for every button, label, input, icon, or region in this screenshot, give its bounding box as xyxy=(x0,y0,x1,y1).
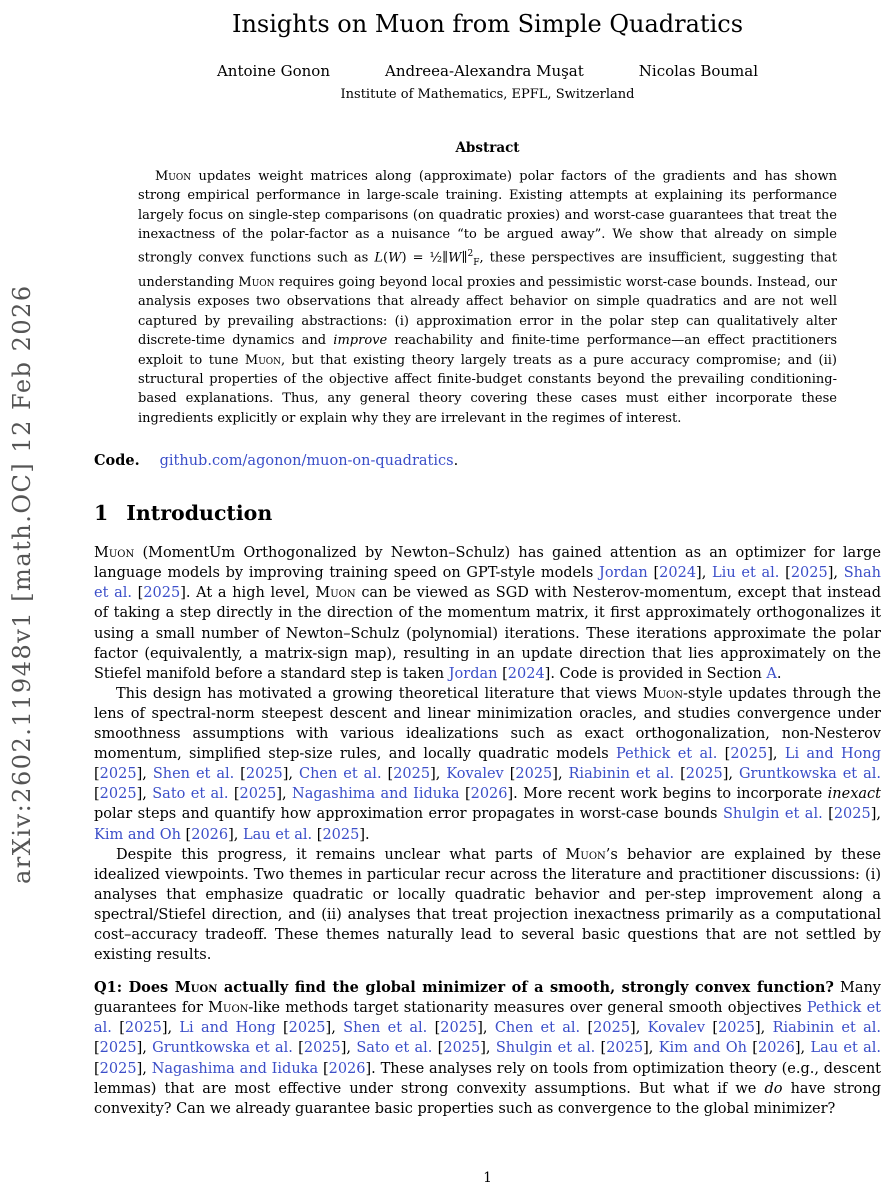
citation-link[interactable]: 2025 xyxy=(288,1020,326,1037)
text-segment: 2 xyxy=(467,248,474,259)
text-segment: [ xyxy=(312,826,323,843)
text-segment: ], xyxy=(477,1020,495,1037)
text-segment: [ xyxy=(228,786,240,803)
citation-link[interactable]: Riabinin et al. xyxy=(772,1020,881,1037)
code-repo-link[interactable]: github.com/agonon/muon-on-quadratics xyxy=(159,453,454,470)
text-segment: [ xyxy=(131,585,144,602)
citation-link[interactable]: 2025 xyxy=(718,1020,755,1037)
citation-link[interactable]: Lau et al. xyxy=(810,1040,881,1057)
text-segment: ], xyxy=(630,1020,648,1037)
text-segment: ], xyxy=(161,1020,180,1037)
citation-link[interactable]: Kim and Oh xyxy=(94,826,181,843)
arxiv-identifier-banner: arXiv:2602.11948v1 [math.OC] 12 Feb 2026 xyxy=(8,284,36,884)
text-segment: ], xyxy=(282,766,299,783)
text-segment: ], xyxy=(340,1040,357,1057)
affiliation: Institute of Mathematics, EPFL, Switzerland xyxy=(340,87,635,102)
text-segment: [ xyxy=(459,786,471,803)
citation-link[interactable]: Chen et al. xyxy=(494,1020,581,1037)
citation-link[interactable]: 2025 xyxy=(239,786,277,803)
abstract-heading: Abstract xyxy=(455,140,520,156)
section-title: Introduction xyxy=(126,501,273,526)
text-segment: Muon xyxy=(642,685,683,702)
text-segment: ]. More recent work begins to incorporate xyxy=(507,786,828,803)
text-segment: Q1: Does xyxy=(94,979,175,997)
text-segment: ], xyxy=(552,766,569,783)
citation-link[interactable]: A xyxy=(766,665,777,682)
text-segment: inexact xyxy=(827,786,881,803)
text-segment: F xyxy=(473,257,480,268)
citation-link[interactable]: Gruntkowska et al. xyxy=(738,766,881,783)
text-segment: ]. Code is provided in Section xyxy=(544,665,767,682)
text-segment: W xyxy=(388,249,402,265)
citation-link[interactable]: 2026 xyxy=(191,826,229,843)
citation-link[interactable]: 2025 xyxy=(443,1040,481,1057)
text-segment: [ xyxy=(427,1020,441,1037)
citation-link[interactable]: Pethick et al. xyxy=(616,746,718,763)
text-segment: [ xyxy=(747,1040,758,1057)
citation-link[interactable]: Shulgin et al. xyxy=(495,1040,596,1057)
text-segment: ) = xyxy=(401,249,430,265)
code-line xyxy=(94,452,881,469)
text-segment: ], xyxy=(696,565,713,582)
text-segment: ], xyxy=(827,565,844,582)
citation-link[interactable]: 2024 xyxy=(659,565,697,582)
citation-link[interactable]: 2025 xyxy=(515,766,553,783)
code-label: Code. xyxy=(94,452,140,470)
citation-link[interactable]: Chen et al. xyxy=(298,766,382,783)
text-segment: [ xyxy=(94,1040,100,1057)
text-segment: [ xyxy=(779,565,791,582)
citation-link[interactable]: 2025 xyxy=(99,1040,137,1057)
text-segment: ]. These analyses rely on tools from optimization theory (e.g., descent lemmas) that are most effective under strong convexity assumptions. But what if we xyxy=(94,1060,881,1097)
text-segment: -like methods target stationarity measures over general smooth objectives xyxy=(248,1000,807,1017)
text-segment: [ xyxy=(111,1020,125,1037)
text-segment: updates weight matrices along (approximate) polar factors of the gradients and has shown strong empirical performance in large-scale training. Existing attempts at explaining its performance largely focus on single-step comparisons (on quadratic proxies) and worst-case guarantees that treat the inexactness of the polar-factor as a nuisance “to be argued away”. We show that already on simple strongly convex functions such as xyxy=(138,169,837,265)
abstract-text xyxy=(138,167,837,428)
author-name: Andreea-Alexandra Muşat xyxy=(385,62,584,80)
text-segment: ]. At a high level, xyxy=(180,585,316,602)
text-segment: [ xyxy=(94,1060,100,1077)
text-segment: Muon xyxy=(315,585,356,602)
citation-link[interactable]: 2025 xyxy=(99,1060,137,1077)
text-segment: ], xyxy=(870,806,881,823)
text-segment: ], xyxy=(430,766,447,783)
citation-link[interactable]: 2025 xyxy=(790,565,828,582)
text-segment: Muon xyxy=(94,545,135,562)
citation-link[interactable]: 2026 xyxy=(757,1040,795,1057)
citation-link[interactable]: Nagashima and Iiduka xyxy=(151,1060,319,1077)
text-segment: [ xyxy=(180,826,192,843)
text-segment: [ xyxy=(432,1040,444,1057)
text-segment: [ xyxy=(94,786,100,803)
text-segment: requires going beyond local proxies and pessimistic worst-case bounds. Instead, our analysis exposes two observations that already affect behavior on simple quadratics and are not well captured by prevailing abstractions: (i) approximation error in the polar step can qualitatively alter discrete-time dynamics and xyxy=(138,274,837,349)
intro-paragraph-2 xyxy=(94,684,881,845)
citation-link[interactable]: Lau et al. xyxy=(243,826,313,843)
citation-link[interactable]: 2025 xyxy=(685,766,723,783)
text-segment: [ xyxy=(275,1020,289,1037)
text-segment: have strong convexity? Can we already guarantee basic properties such as convergence to the global minimizer? xyxy=(94,1080,881,1117)
citation-link[interactable]: 2026 xyxy=(470,786,508,803)
text-segment: ’s behavior are explained by these idealized viewpoints. Two themes in particular recur across the literature and practitioner discussions: (i) analyses that emphasize quadratic or locally quadratic behavior and per-step improvement along a spectral/Stiefel direction, and (ii) analyses that treat projection inexactness primarily as a computational cost–accuracy tradeoff. These themes naturally lead to several basic questions that are not settled by existing results. xyxy=(94,846,881,964)
code-period: . xyxy=(453,453,459,470)
text-segment: [ xyxy=(234,766,246,783)
citation-link[interactable]: Kim and Oh xyxy=(658,1040,747,1057)
citation-link[interactable]: 2026 xyxy=(328,1060,366,1077)
citation-link[interactable]: 2025 xyxy=(833,806,871,823)
text-segment: actually find the global minimizer of a smooth, strongly convex function? xyxy=(217,979,834,997)
text-segment: , these perspectives are insufficient, suggesting that understanding xyxy=(138,249,837,290)
citation-link[interactable]: 2025 xyxy=(99,766,137,783)
citation-link[interactable]: Shen et al. xyxy=(152,766,235,783)
citation-link[interactable]: Jordan xyxy=(448,665,498,682)
text-segment: ½ xyxy=(429,249,443,265)
citation-link[interactable]: Liu et al. xyxy=(712,565,780,582)
text-segment: L xyxy=(374,249,384,265)
text-segment: [ xyxy=(705,1020,719,1037)
text-segment: ], xyxy=(136,766,153,783)
citation-link[interactable]: Gruntkowska et al. xyxy=(152,1040,293,1057)
text-segment: improve xyxy=(333,333,388,349)
citation-link[interactable]: 2025 xyxy=(322,826,360,843)
section-number: 1 xyxy=(94,501,109,526)
citation-link[interactable]: Sato et al. xyxy=(356,1040,433,1057)
text-segment: [ xyxy=(318,1060,329,1077)
citation-link[interactable]: 2024 xyxy=(507,665,545,682)
text-segment: This design has motivated a growing theoretical literature that views xyxy=(116,685,643,702)
text-segment: do xyxy=(764,1080,783,1097)
text-segment: ], xyxy=(136,1060,152,1077)
citation-link[interactable]: Riabinin et al. xyxy=(568,766,675,783)
text-segment: , but that existing theory largely treats as a pure accuracy compromise; and (ii) structural properties of the objective affect finite-budget constants beyond the prevailing conditioning-based explanations. Thus, any general theory covering these cases must either incorporate these ingredients explicitly or explain why they are irrelevant in the regimes of interest. xyxy=(138,352,837,426)
text-segment: ], xyxy=(276,786,293,803)
text-segment: can be viewed as SGD with Nesterov-momentum, except that instead of taking a step directly in the direction of the momentum matrix, it first approximately orthogonalizes it using a small number of Newton–Schulz (polynomial) iterations. These iterations approximate the polar factor (equivalently, a matrix-sign map), resulting in an update direction that lies approximately on the Stiefel manifold before a standard step is taken xyxy=(94,585,881,682)
text-segment: Muon xyxy=(174,979,218,997)
text-segment: Many guarantees for xyxy=(94,980,881,1017)
text-segment: [ xyxy=(292,1040,304,1057)
text-segment: Muon xyxy=(565,846,606,863)
citation-link[interactable]: 2025 xyxy=(124,1020,162,1037)
citation-link[interactable]: Sato et al. xyxy=(152,786,229,803)
citation-link[interactable]: Nagashima and Iiduka xyxy=(292,786,460,803)
text-segment: . xyxy=(776,665,782,682)
citation-link[interactable]: 2025 xyxy=(606,1040,644,1057)
intro-paragraph-3 xyxy=(94,845,881,966)
text-segment: Muon xyxy=(238,274,275,290)
author-name: Antoine Gonon xyxy=(216,62,330,80)
citation-link[interactable]: Kovalev xyxy=(446,766,504,783)
intro-paragraph-1 xyxy=(94,543,881,684)
text-segment: reachability and finite-time performance—an effect practitioners exploit to tune xyxy=(138,333,837,368)
citation-link[interactable]: 2025 xyxy=(303,1040,341,1057)
paper-title: Insights on Muon from Simple Quadratics xyxy=(231,10,744,38)
text-segment: polar steps and quantify how approximation error propagates in worst-case bounds xyxy=(94,806,723,823)
text-segment: -style updates through the lens of spectral-norm steepest descent and linear minimization oracles, and studies convergence under smoothness assumptions with various idealizations such as exact orthogonalization, non-Nesterov momentum, simplified step-size rules, and locally quadratic models xyxy=(94,685,881,763)
text-segment: [ xyxy=(647,565,660,582)
text-segment: ], xyxy=(794,1040,811,1057)
text-segment: ]. xyxy=(359,826,370,843)
citation-link[interactable]: Shen et al. xyxy=(343,1020,428,1037)
text-segment: ], xyxy=(767,746,785,763)
citation-link[interactable]: 2025 xyxy=(99,786,137,803)
text-segment: [ xyxy=(381,766,394,783)
citation-link[interactable]: 2025 xyxy=(393,766,431,783)
text-segment: [ xyxy=(717,746,731,763)
text-segment: (MomentUm Orthogonalized by Newton–Schulz) has gained attention as an optimizer for large language models by improving training speed on GPT-style models xyxy=(94,545,881,582)
text-segment: [ xyxy=(674,766,686,783)
paper-content xyxy=(94,0,881,1119)
text-segment: ], xyxy=(754,1020,773,1037)
q1-paragraph xyxy=(94,978,881,1119)
citation-link[interactable]: Shulgin et al. xyxy=(722,806,823,823)
text-segment: [ xyxy=(497,665,508,682)
abstract-section xyxy=(94,140,881,428)
text-segment: Muon xyxy=(244,352,282,368)
citation-link[interactable]: 2025 xyxy=(143,585,181,602)
text-segment: ], xyxy=(325,1020,344,1037)
author-name: Nicolas Boumal xyxy=(638,62,759,80)
text-segment: ], xyxy=(136,1040,153,1057)
text-segment: ], xyxy=(136,786,153,803)
section-1-heading xyxy=(94,501,881,525)
text-segment: ∥ xyxy=(442,249,449,265)
text-segment: [ xyxy=(822,806,834,823)
citation-link[interactable]: 2025 xyxy=(440,1020,478,1037)
text-segment: Despite this progress, it remains unclear what parts of xyxy=(116,846,566,863)
text-segment: ( xyxy=(383,249,389,265)
text-segment: [ xyxy=(94,766,100,783)
text-segment: W xyxy=(448,249,462,265)
text-segment: Muon xyxy=(155,169,192,184)
text-segment: Muon xyxy=(208,1000,249,1017)
citation-link[interactable]: Li and Hong xyxy=(179,1020,276,1037)
text-segment: [ xyxy=(595,1040,607,1057)
text-segment: ], xyxy=(480,1040,496,1057)
page-number: 1 xyxy=(483,1170,492,1186)
citation-link[interactable]: Jordan xyxy=(599,565,648,582)
text-segment: ], xyxy=(643,1040,659,1057)
citation-link[interactable]: 2025 xyxy=(245,766,283,783)
author-row xyxy=(94,62,881,80)
text-segment: ], xyxy=(228,826,244,843)
citation-link[interactable]: Shah et al. xyxy=(94,565,881,602)
text-segment: [ xyxy=(580,1020,594,1037)
citation-link[interactable]: Pethick et al. xyxy=(94,1000,881,1037)
citation-link[interactable]: Li and Hong xyxy=(784,746,881,763)
text-segment: ∥ xyxy=(461,249,468,265)
citation-link[interactable]: Kovalev xyxy=(647,1020,706,1037)
text-segment: ], xyxy=(722,766,739,783)
citation-link[interactable]: 2025 xyxy=(730,746,768,763)
citation-link[interactable]: 2025 xyxy=(593,1020,631,1037)
text-segment: [ xyxy=(503,766,516,783)
